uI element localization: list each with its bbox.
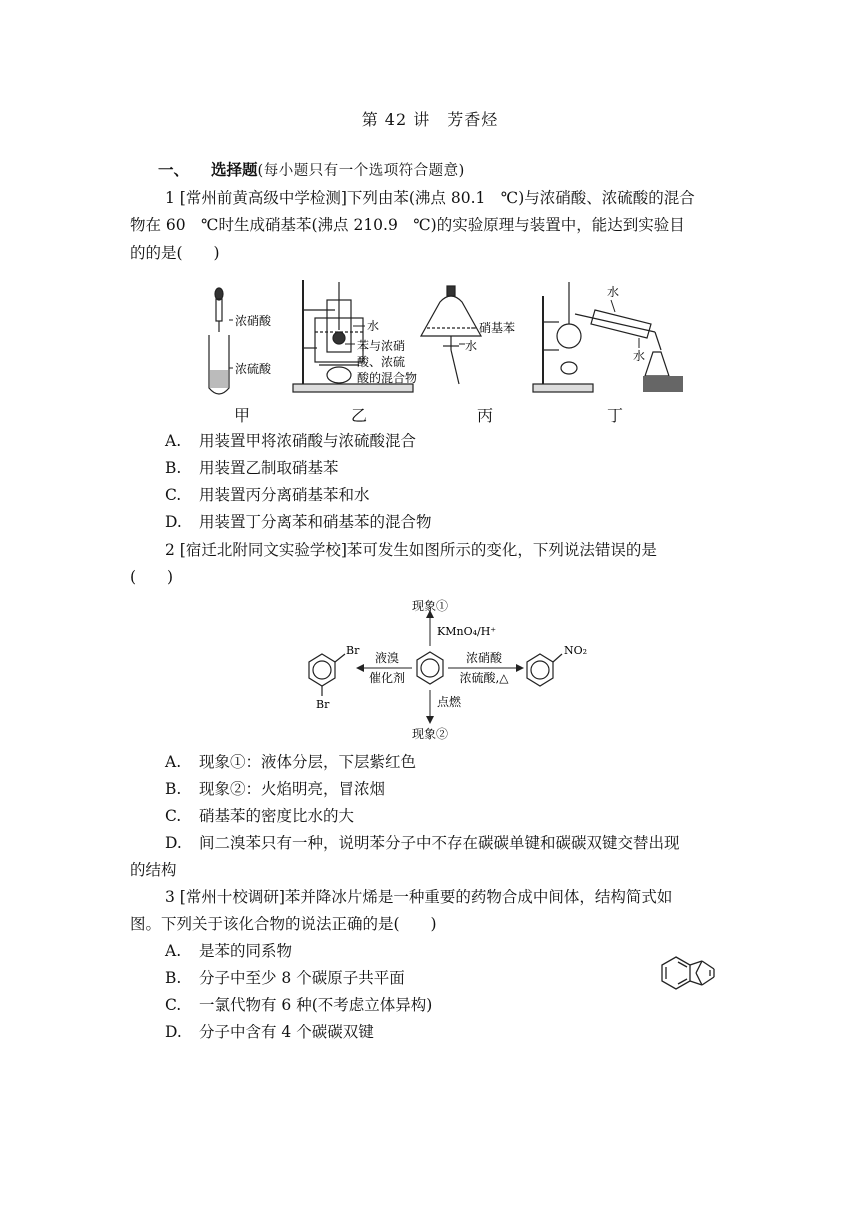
q2-stem-line-1: 2 [宿迁北附同文实验学校]苯可发生如图所示的变化，下列说法错误的是 (165, 541, 657, 559)
q1-option-d (165, 512, 432, 532)
q1-option-c-text: 用装置丙分离硝基苯和水 (199, 486, 370, 504)
q1-option-b (165, 458, 339, 478)
q2-option-c-label: C. (165, 807, 182, 825)
q1-option-a-label: A. (165, 432, 182, 450)
yi-label-mix-1: 苯与浓硝 (357, 339, 406, 353)
q2-option-a-text: 现象①：液体分层，下层紫红色 (199, 753, 417, 771)
q3-option-d-text: 分子中含有 4 个碳碳双键 (199, 1023, 374, 1041)
jia-label-bottom: 浓硫酸 (235, 362, 272, 376)
q3-option-b-text: 分子中至少 8 个碳原子共平面 (199, 969, 405, 987)
caption-ding: 丁 (607, 406, 624, 425)
q1-option-a (165, 431, 416, 451)
dibromobenzene (309, 654, 345, 696)
q3-stem-line-2: 图。下列关于该化合物的说法正确的是( ) (130, 915, 437, 933)
caption-bing: 丙 (477, 406, 494, 425)
section-number: 一、 (158, 160, 190, 179)
q3-option-d (165, 1022, 374, 1042)
q2-option-d-continuation: 的结构 (130, 861, 177, 879)
q1-option-c (165, 485, 370, 505)
q2-option-d-text: 间二溴苯只有一种，说明苯分子中不存在碳碳单键和碳碳双键交替出现 (199, 834, 680, 852)
q1-option-d-text: 用装置丁分离苯和硝基苯的混合物 (199, 513, 432, 531)
q2-reaction-scheme (300, 594, 600, 744)
no2-label: NO₂ (564, 644, 588, 657)
scheme-top-reagent: KMnO₄/H⁺ (437, 625, 497, 638)
q2-option-d (165, 833, 680, 853)
q3-option-a (165, 941, 292, 961)
q2-option-d-label: D. (165, 834, 182, 852)
q1-option-b-text: 用装置乙制取硝基苯 (199, 459, 339, 477)
q1-option-b-label: B. (165, 459, 182, 477)
apparatus-jia (209, 288, 229, 394)
br-label-1: Br (346, 644, 360, 657)
apparatus-bing (421, 286, 481, 384)
q1-stem-line-1: 1 [常州前黄高级中学检测]下列由苯(沸点 80.1 ℃)与浓硝酸、浓硫酸的混合 (165, 189, 695, 207)
bing-label-top: 硝基苯 (479, 321, 516, 335)
section-note: (每小题只有一个选项符合题意) (257, 163, 465, 179)
q2-option-c-text: 硝基苯的密度比水的大 (199, 807, 355, 825)
scheme-bottom-label: 现象② (411, 727, 449, 741)
caption-jia: 甲 (234, 406, 251, 425)
q3-benzonorbornene-structure (660, 955, 720, 991)
q3-option-a-text: 是苯的同系物 (199, 942, 293, 960)
jia-label-top: 浓硝酸 (235, 314, 272, 328)
benzene-center (417, 652, 443, 684)
q2-option-a-label: A. (165, 753, 182, 771)
scheme-right-reagent-bottom: 浓硫酸,△ (459, 671, 509, 685)
q3-option-c-text: 一氯代物有 6 种(不考虑立体异构) (199, 996, 433, 1014)
yi-label-water: 水 (367, 319, 380, 333)
bing-label-bottom: 水 (465, 339, 478, 353)
q3-option-d-label: D. (165, 1023, 182, 1041)
q1-apparatus-figure (195, 280, 715, 400)
caption-yi: 乙 (351, 406, 368, 425)
yi-label-mix-2: 酸、浓硫 (357, 355, 406, 369)
scheme-top-label: 现象① (411, 599, 449, 613)
q3-option-c-label: C. (165, 996, 182, 1014)
page-title: 第 42 讲 芳香烃 (361, 110, 499, 129)
q2-option-c (165, 806, 354, 826)
q2-option-a (165, 752, 416, 772)
scheme-left-reagent-bottom: 催化剂 (368, 671, 406, 685)
q3-option-c (165, 995, 432, 1015)
q3-option-b-label: B. (165, 969, 182, 987)
yi-label-mix-3: 酸的混合物 (357, 371, 418, 385)
br-label-2: Br (316, 698, 330, 711)
ding-label-water-out: 水 (633, 349, 646, 363)
q1-option-a-text: 用装置甲将浓硝酸与浓硫酸混合 (199, 432, 417, 450)
q1-stem-line-3: 的的是( ) (130, 244, 220, 262)
q3-option-a-label: A. (165, 942, 182, 960)
scheme-bottom-reagent: 点燃 (437, 695, 462, 709)
q2-stem-line-2: ( ) (130, 568, 174, 586)
nitrobenzene (527, 654, 562, 686)
scheme-left-reagent-top: 液溴 (374, 651, 400, 665)
q3-stem-line-1: 3 [常州十校调研]苯并降冰片烯是一种重要的药物合成中间体，结构简式如 (165, 888, 673, 906)
scheme-right-reagent-top: 浓硝酸 (465, 651, 503, 665)
q3-option-b (165, 968, 405, 988)
q2-option-b (165, 779, 385, 799)
q1-option-c-label: C. (165, 486, 182, 504)
section-heading (158, 160, 465, 181)
q2-option-b-label: B. (165, 780, 182, 798)
q1-option-d-label: D. (165, 513, 182, 531)
ding-label-water-in: 水 (607, 285, 620, 299)
q2-option-b-text: 现象②：火焰明亮，冒浓烟 (199, 780, 386, 798)
q1-stem-line-2: 物在 60 ℃时生成硝基苯(沸点 210.9 ℃)的实验原理与装置中，能达到实验目 (130, 216, 685, 234)
section-title: 选择题 (211, 160, 258, 179)
